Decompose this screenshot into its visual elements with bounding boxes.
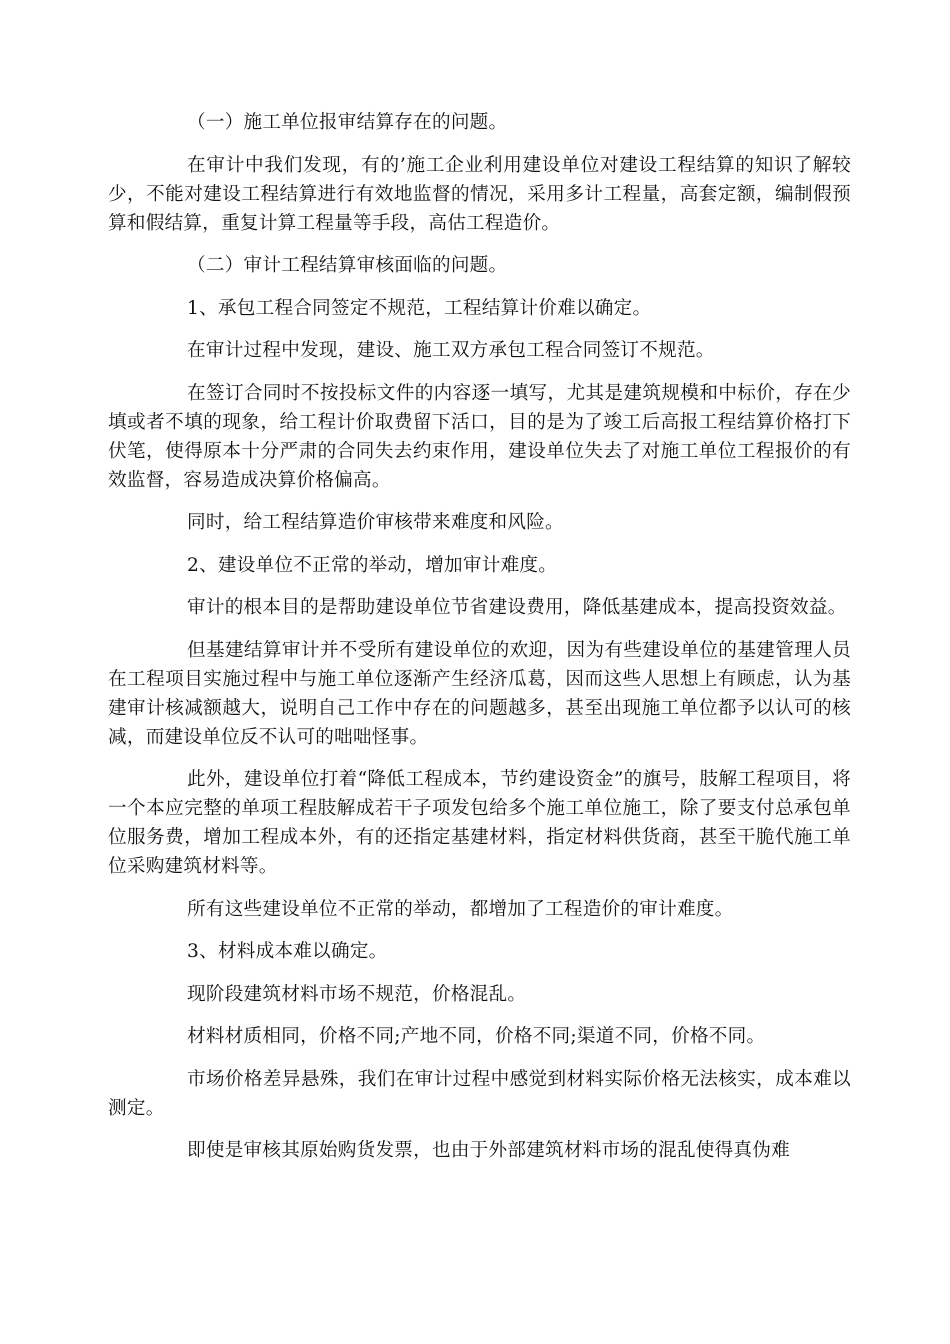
- paragraph: 即使是审核其原始购货发票，也由于外部建筑材料市场的混乱使得真伪难: [187, 1140, 791, 1161]
- paragraph: 在审计过程中发现，建设、施工双方承包工程合同签订不规范。: [187, 340, 715, 361]
- paragraph: 市场价格差异悬殊，我们在审计过程中感觉到材料实际价格无法核实，成本难以测定。: [108, 1068, 851, 1119]
- paragraph: 审计的根本目的是帮助建设单位节省建设费用，降低基建成本，提高投资效益。: [187, 597, 847, 618]
- subheading-2: 2、建设单位不正常的举动，增加审计难度。: [187, 554, 558, 576]
- subheading-1: 1、承包工程合同签定不规范，工程结算计价难以确定。: [187, 297, 652, 319]
- paragraph: 但基建结算审计并不受所有建设单位的欢迎，因为有些建设单位的基建管理人员在工程项目实施过程中与施工单位逐渐产生经济瓜葛，因而这些人思想上有顾虑，认为基建审计核减额越大，说明自己工作中存在的问题越多，甚至出现施工单位都予以认可的核减，而建设单位反不认可的咄咄怪事。: [108, 639, 851, 748]
- paragraph: 此外，建设单位打着“降低工程成本，节约建设资金”的旗号，肢解工程项目，将一个本应完整的单项工程肢解成若干子项发包给多个施工单位施工，除了要支付总承包单位服务费，增加工程成本外，有的还指定基建材料，指定材料供货商，甚至干脆代施工单位采购建筑材料等。: [108, 769, 851, 877]
- paragraph: 在签订合同时不按投标文件的内容逐一填写，尤其是建筑规模和中标价，存在少填或者不填的现象，给工程计价取费留下活口，目的是为了竣工后高报工程结算价格打下伏笔，使得原本十分严肃的合同失去约束作用，建设单位失去了对施工单位工程报价的有效监督，容易造成决算价格偏高。: [108, 382, 851, 491]
- paragraph: 现阶段建筑材料市场不规范，价格混乱。: [187, 983, 527, 1005]
- section-heading-2: （二）审计工程结算审核面临的问题。: [187, 255, 508, 276]
- paragraph: 所有这些建设单位不正常的举动，都增加了工程造价的审计难度。: [187, 898, 734, 920]
- paragraph: 在审计中我们发现，有的’施工企业利用建设单位对建设工程结算的知识了解较少，不能对建设工程结算进行有效地监督的情况，采用多计工程量，高套定额，编制假预算和假结算，重复计算工程量等手段，高估工程造价。: [108, 154, 851, 234]
- subheading-3: 3、材料成本难以确定。: [187, 941, 388, 962]
- paragraph: 材料材质相同，价格不同;产地不同，价格不同;渠道不同，价格不同。: [187, 1026, 766, 1047]
- section-heading-1: （一）施工单位报审结算存在的问题。: [187, 112, 508, 133]
- paragraph: 同时，给工程结算造价审核带来难度和风险。: [187, 512, 564, 533]
- document-body: [108, 108, 851, 1179]
